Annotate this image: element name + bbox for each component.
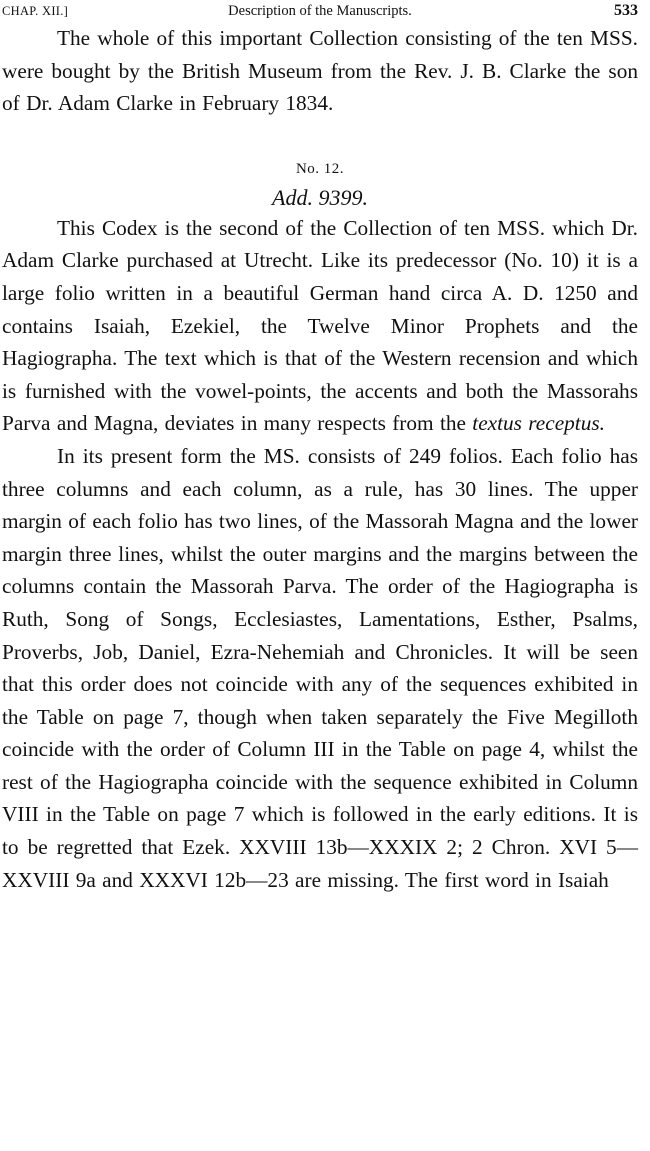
manuscript-shelfmark-heading: Add. 9399. bbox=[272, 184, 368, 210]
paragraph-collection-purchase: The whole of this important Collection consisting of the ten MSS. were bought by the British Museum from the Rev. J. B. Clarke the son of Dr. Adam Clarke in February 1834. bbox=[2, 26, 638, 116]
chapter-label: CHAP. XII.] bbox=[2, 4, 69, 18]
page-header-title: Description of the Manuscripts. bbox=[228, 3, 412, 19]
book-page bbox=[2, 0, 638, 896]
running-head bbox=[2, 0, 638, 22]
page-number: 533 bbox=[614, 2, 638, 19]
manuscript-number-heading: No. 12. bbox=[295, 160, 345, 177]
paragraph-present-form: In its present form the MS. consists of 249 folios. Each folio has three columns and each column, as a rule, has 30 lines. The upper margin of each folio has two lines, of the Massorah Magna and the lower margin three lines, whilst the outer margins and the margins between the columns contain the Massorah Parva. The order of the Hagiographa is Ruth, Song of Songs, Ecclesiastes, Lamentations, Esther, Psalms, Proverbs, Job, Daniel, Ezra-Nehemiah and Chronicles. It will be seen that this order does not coincide with any of the sequences exhibited in the Table on page 7, though when taken separately the Five Megilloth coincide with the order of Column III in the Table on page 4, whilst the rest of the Hagiographa coincide with the sequence exhibited in Column VIII in the Table on page 7 which is followed in the early editions. It is to be regretted that Ezek. XXVIII 13b—XXXIX 2; 2 Chron. XVI 5—XXVIII 9a and XXXVI 12b—23 are missing. The first word in Isaiah bbox=[2, 443, 638, 892]
paragraph-codex-description bbox=[2, 212, 638, 440]
textus-receptus-italic: textus receptus. bbox=[472, 411, 605, 436]
codex-description-text: This Codex is the second of the Collection of ten MSS. which Dr. Adam Clarke purchased at Utrecht. Like its predecessor (No. 10) it is a large folio written in a beautiful German hand circa A. D. 1250 and contains Isaiah, Ezekiel, the Twelve Minor Prophets and the Hagiographa. The text which is that of the Western recension and which is furnished with the vowel-points, the accents and both the Massorahs Parva and Magna, deviates in many respects from the bbox=[2, 215, 638, 436]
